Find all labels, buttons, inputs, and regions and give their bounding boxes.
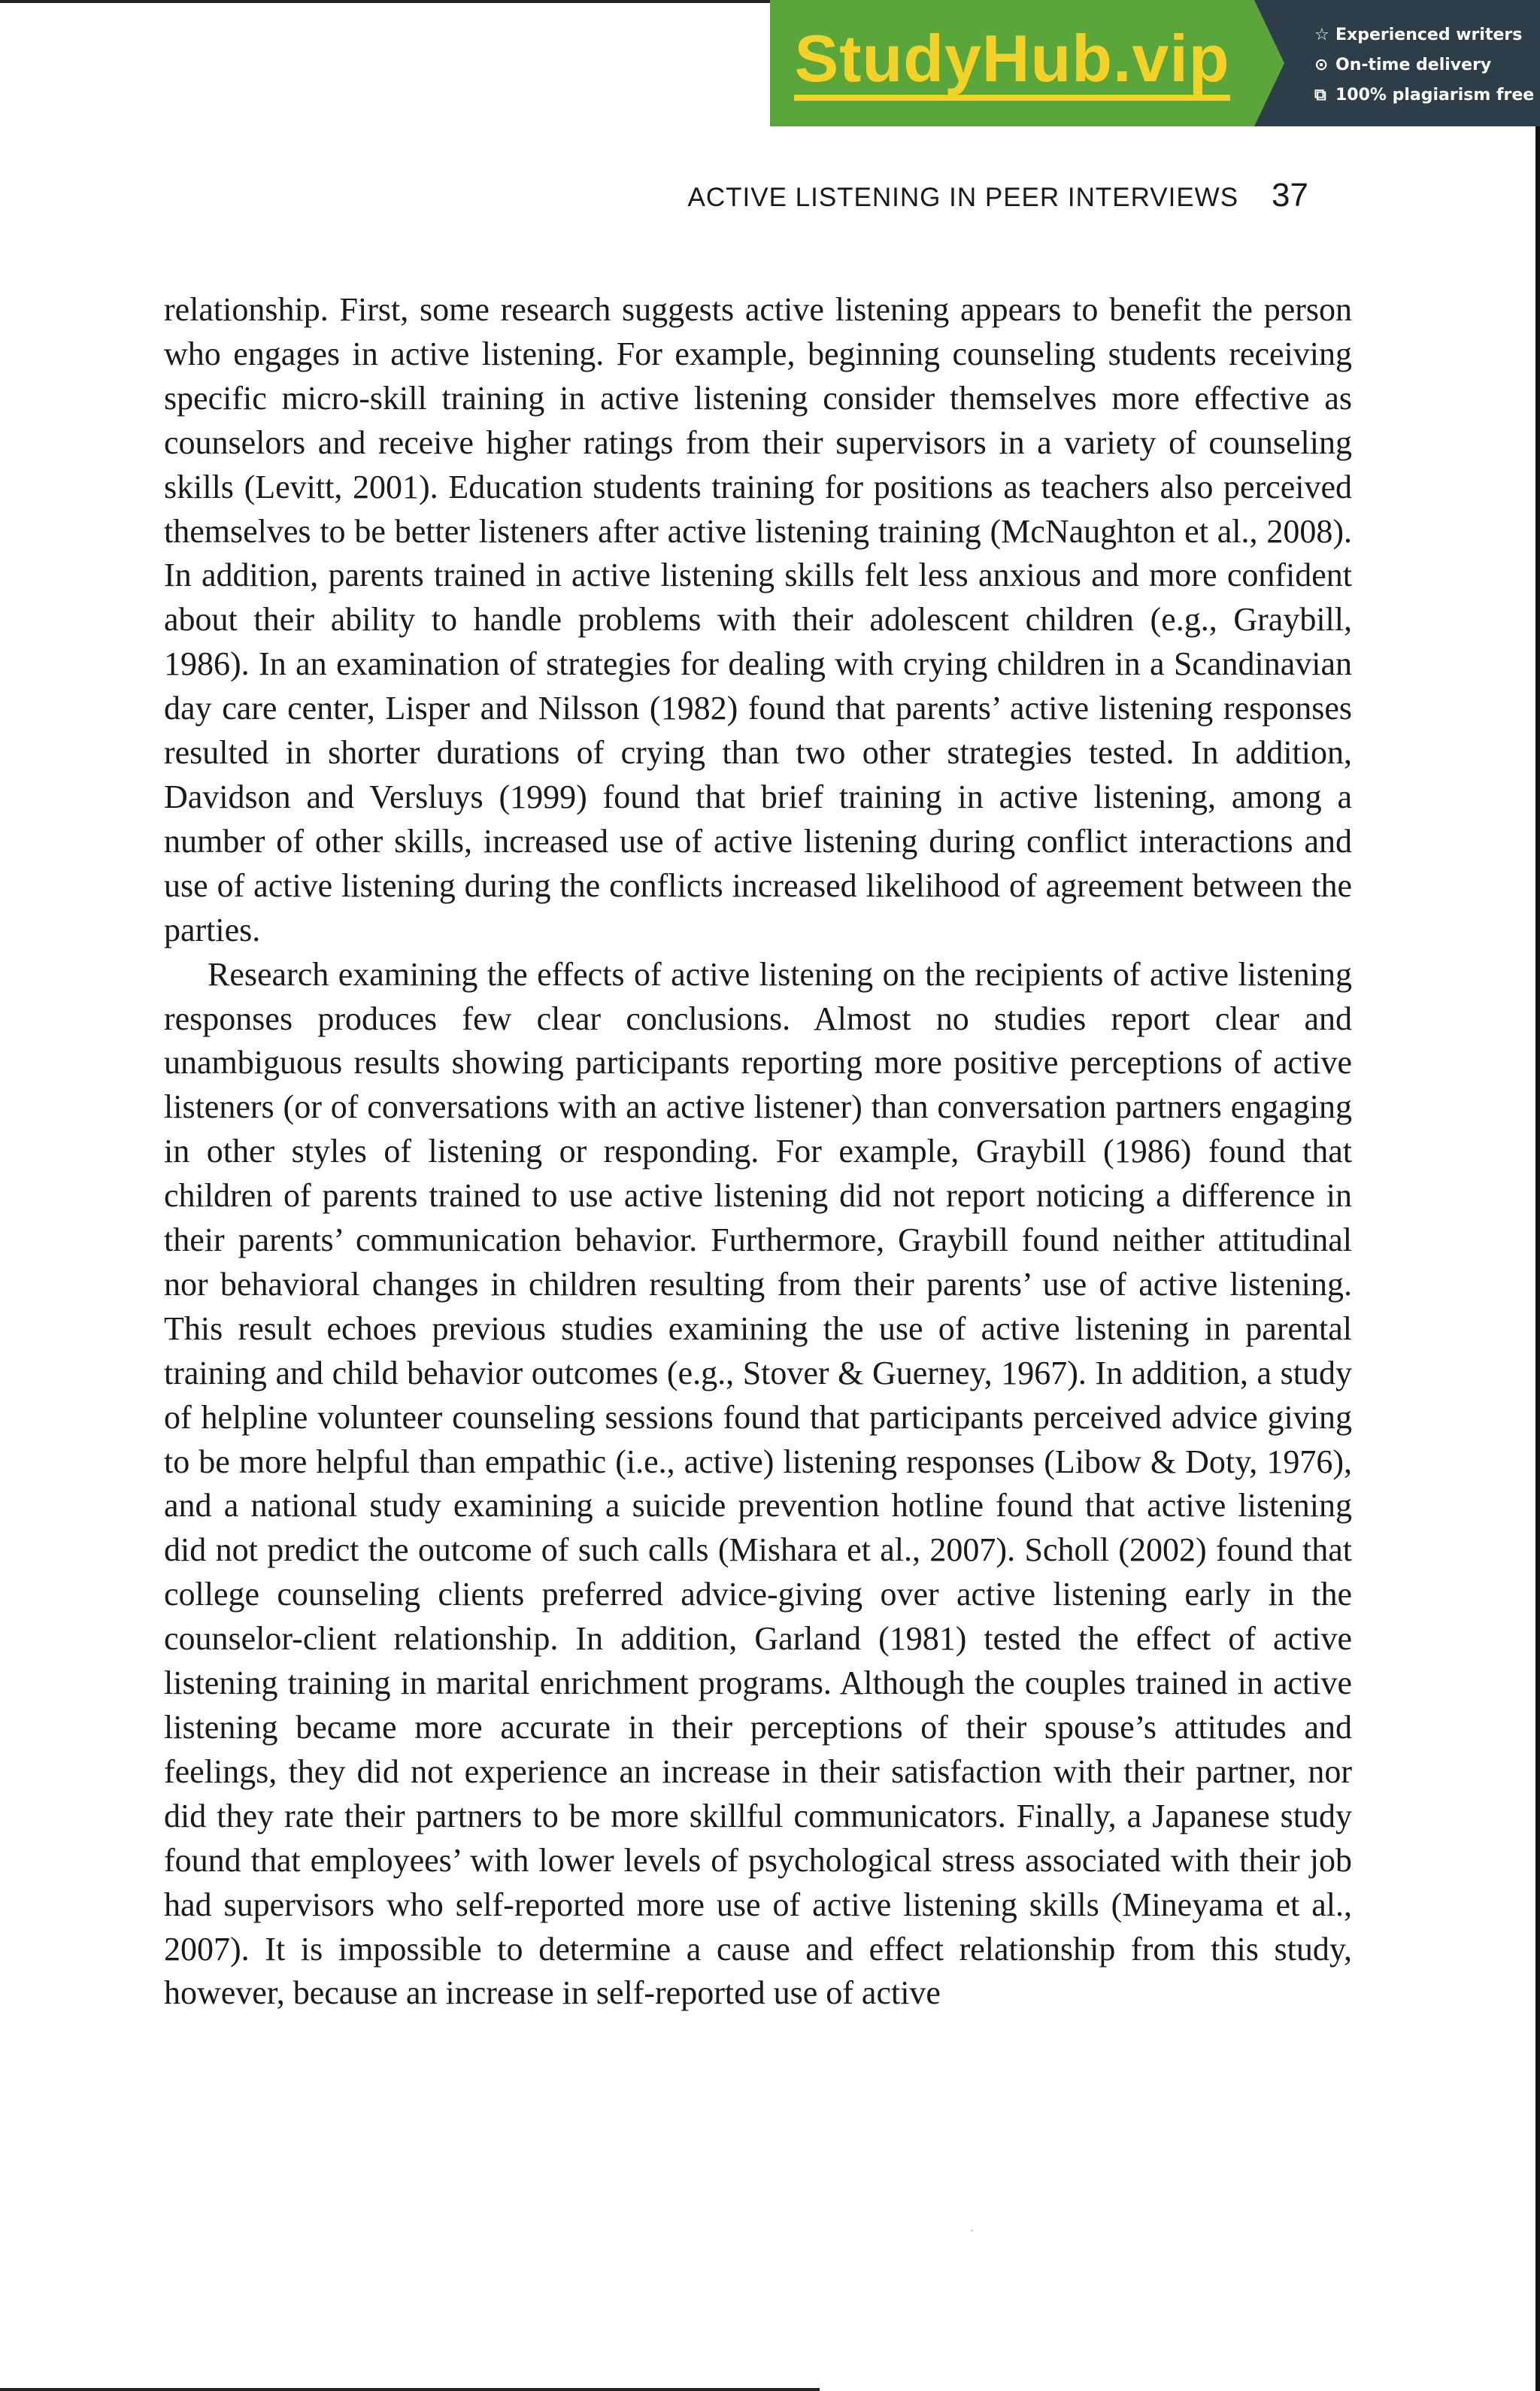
feature-on-time-delivery <box>1314 50 1540 80</box>
clock-icon: ⊙ <box>1314 55 1329 74</box>
paragraph-2: Research examining the effects of active listening on the recipients of active listening responses produces few clear conclusions. Almost no studies report clear and unambiguous results showing participants reporting more positive perceptions of active listeners (or of conversations with an active listener) than conversation partners engaging in other styles of listening or responding. For example, Graybill (1986) found that children of parents trained to use active listening did not report noticing a difference in their parents’ communication behavior. Furthermore, Graybill found neither attitudinal nor behavioral changes in children resulting from their parents’ use of active listening. This result echoes previous studies examining the use of active listening in parental training and child behavior outcomes (e.g., Stover & Guerney, 1967). In addition, a study of helpline volunteer counseling sessions found that participants perceived advice giving to be more helpful than empathic (i.e., active) listening responses (Libow & Doty, 1976), and a national study examining a suicide prevention hotline found that active listening did not predict the outcome of such calls (Mishara et al., 2007). Scholl (2002) found that college counseling clients preferred advice-giving over active listening early in the counselor-client relationship. In addition, Garland (1981) tested the effect of active listening training in marital enrichment programs. Although the couples trained in active listening became more accurate in their perceptions of their spouse’s attitudes and feelings, they did not experience an increase in their satisfaction with their partner, nor did they rate their partners to be more skillful communicators. Finally, a Japanese study found that employees’ with lower levels of psychological stress associated with their job had supervisors who self-reported more use of active listening skills (Mineyama et al., 2007). It is impossible to determine a cause and effect relationship from this study, however, because an increase in self-reported use of active <box>164 955 1352 2012</box>
scan-speck: · <box>970 2225 975 2238</box>
paragraph-1: relationship. First, some research suggests active listening appears to benefit the person who engages in active listening. For example, beginning counseling students receiving specific micro-skill training in active listening consider themselves more effective as counselors and receive higher ratings from their supervisors in a variety of counseling skills (Levitt, 2001). Education students training for positions as teachers also perceived themselves to be better listeners after active listening training (McNaughton et al., 2008). In addition, parents trained in active listening skills felt less anxious and more confident about their ability to handle problems with their adolescent children (e.g., Graybill, 1986). In an examination of strategies for dealing with crying children in a Scandinavian day care center, Lisper and Nilsson (1982) found that parents’ active listening responses resulted in shorter durations of crying than two other strategies tested. In addition, Davidson and Versluys (1999) found that brief training in active listening, among a number of other skills, increased use of active listening during conflict interactions and use of active listening during the conflicts increased likelihood of agreement between the parties. <box>164 291 1352 948</box>
feature-label: Experienced writers <box>1335 25 1523 44</box>
body-text <box>164 288 1352 2016</box>
right-border-line <box>1535 113 1540 2391</box>
page-number: 37 <box>1272 177 1308 214</box>
feature-plagiarism-free <box>1314 80 1540 110</box>
banner-feature-list <box>1254 0 1540 126</box>
running-head <box>681 177 1308 214</box>
bottom-border-line <box>0 2388 820 2391</box>
star-outline-icon: ☆ <box>1314 25 1329 44</box>
top-border-line <box>0 0 770 3</box>
feature-experienced-writers <box>1314 20 1540 50</box>
logo-text: StudyHub.vip <box>794 26 1229 101</box>
running-title: ACTIVE LISTENING IN PEER INTERVIEWS <box>687 183 1239 212</box>
studyhub-logo[interactable] <box>770 0 1254 126</box>
banner-arrow-shape <box>1254 0 1284 126</box>
copy-icon: ⧉ <box>1314 85 1326 105</box>
feature-label: On-time delivery <box>1335 55 1492 74</box>
feature-label: 100% plagiarism free <box>1335 85 1535 105</box>
ad-banner[interactable] <box>770 0 1540 126</box>
